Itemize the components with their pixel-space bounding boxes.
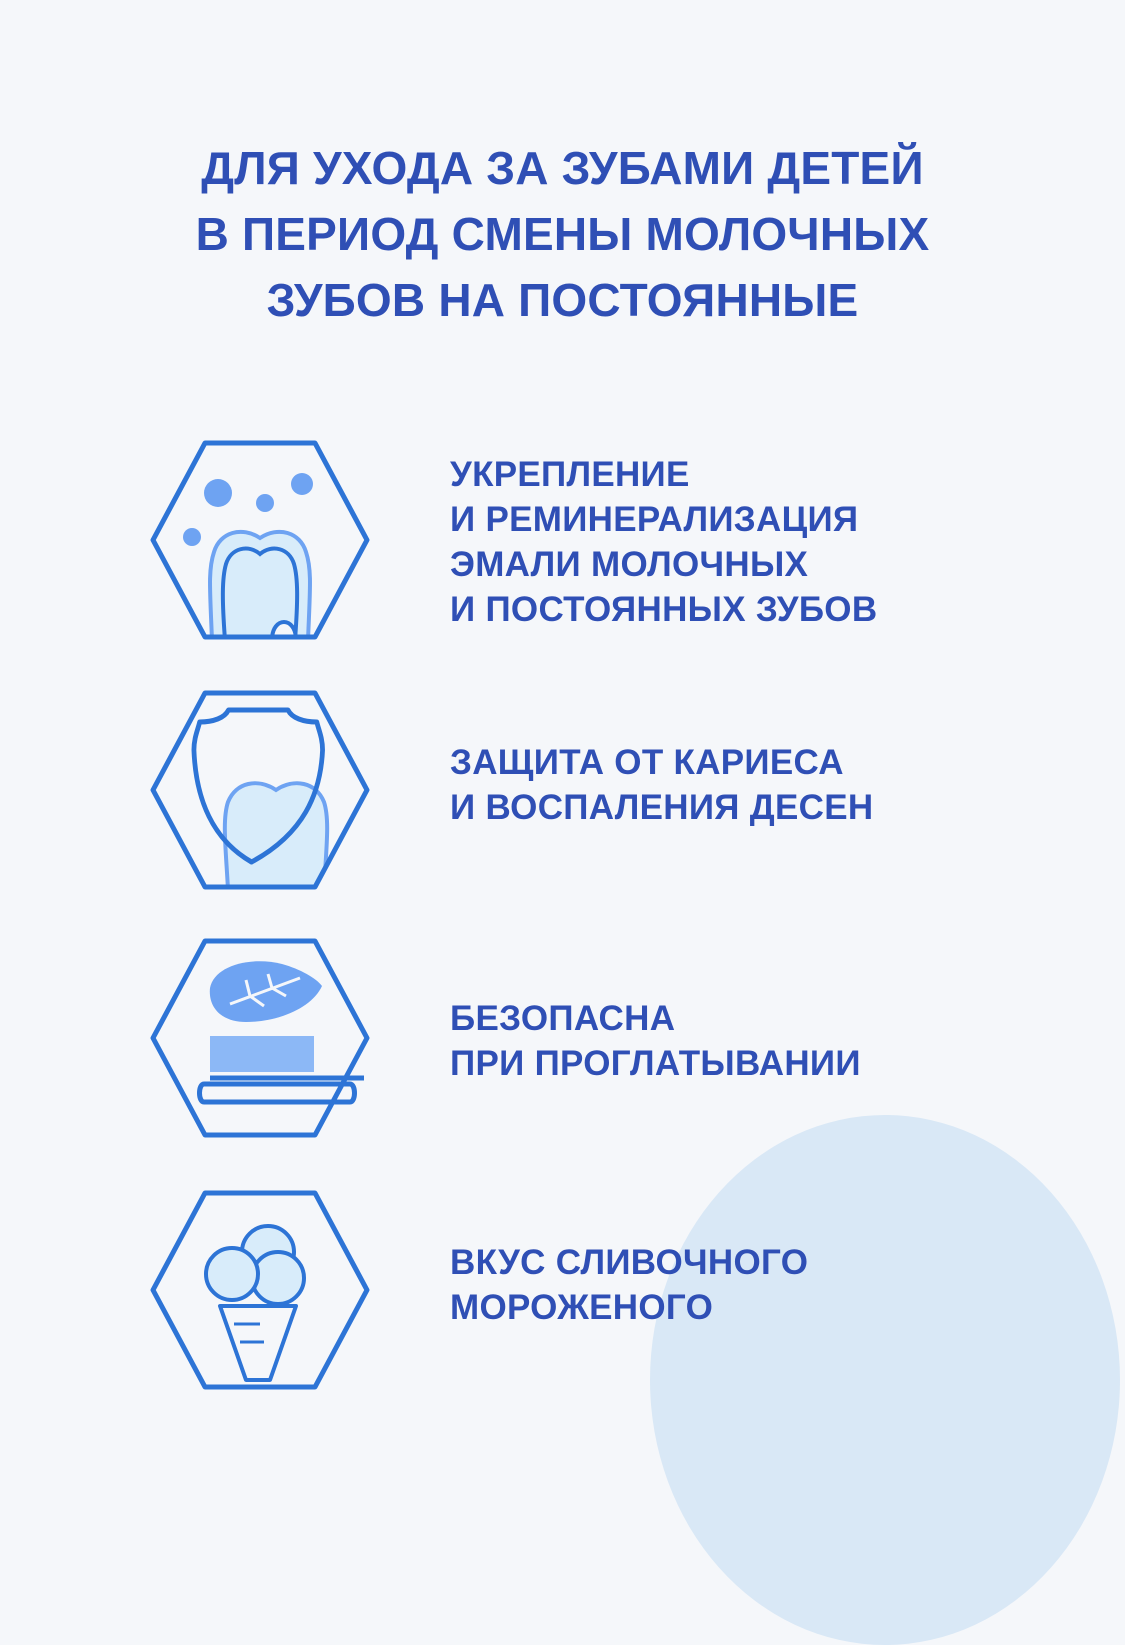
title-line-3: ЗУБОВ НА ПОСТОЯННЫЕ xyxy=(266,274,859,326)
feature-text xyxy=(450,740,873,830)
feature-line: И ВОСПАЛЕНИЯ ДЕСЕН xyxy=(450,788,874,827)
feature-text xyxy=(450,452,877,632)
title-line-2: В ПЕРИОД СМЕНЫ МОЛОЧНЫХ xyxy=(195,208,930,260)
feature-line: ПРИ ПРОГЛАТЫВАНИИ xyxy=(450,1044,861,1083)
background-circle xyxy=(650,1115,1120,1645)
feature-line: МОРОЖЕНОГО xyxy=(450,1288,714,1327)
feature-line: ЗАЩИТА ОТ КАРИЕСА xyxy=(450,743,844,782)
ice-cream-icon xyxy=(150,1190,370,1390)
tooth-with-bubbles-icon xyxy=(150,440,370,640)
toothbrush-leaf-icon xyxy=(150,938,370,1138)
tooth-shield-icon xyxy=(150,690,370,890)
feature-line: БЕЗОПАСНА xyxy=(450,999,676,1038)
feature-text xyxy=(450,1240,808,1330)
feature-line: ЭМАЛИ МОЛОЧНЫХ xyxy=(450,545,809,584)
feature-line: И РЕМИНЕРАЛИЗАЦИЯ xyxy=(450,500,859,539)
title-line-1: ДЛЯ УХОДА ЗА ЗУБАМИ ДЕТЕЙ xyxy=(201,142,924,194)
feature-line: УКРЕПЛЕНИЕ xyxy=(450,455,690,494)
feature-line: И ПОСТОЯННЫХ ЗУБОВ xyxy=(450,590,878,629)
feature-line: ВКУС СЛИВОЧНОГО xyxy=(450,1243,809,1282)
feature-text xyxy=(450,996,861,1086)
page-title xyxy=(0,135,1125,333)
